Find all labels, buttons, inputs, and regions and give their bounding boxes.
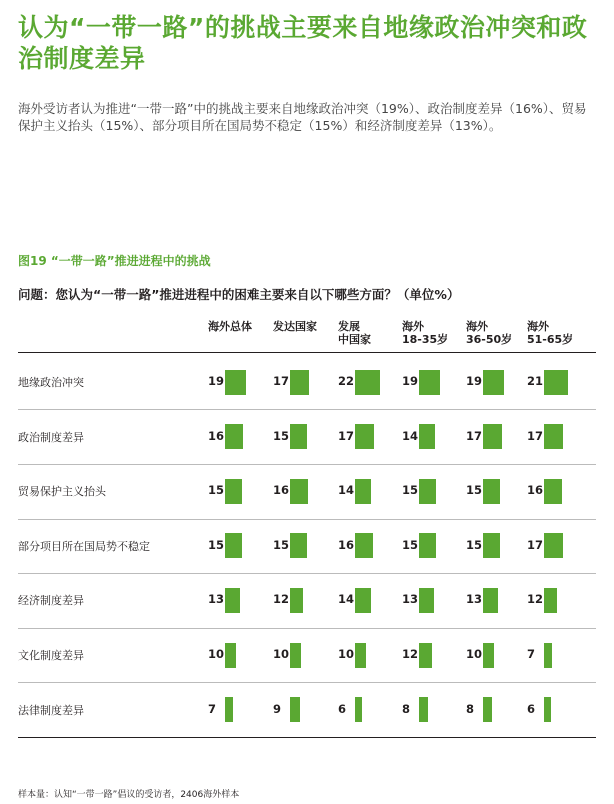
- row-divider: [18, 519, 596, 520]
- page-title: 认为“一带一路”的挑战主要来自地缘政治冲突和政治制度差异: [18, 13, 588, 73]
- data-label: 6: [527, 701, 536, 716]
- bar: [544, 533, 563, 558]
- row-label: 部分项目所在国局势不稳定: [18, 539, 150, 553]
- bar: [290, 479, 308, 504]
- data-label: 16: [208, 428, 225, 443]
- data-label: 10: [208, 647, 225, 661]
- bar: [290, 533, 307, 558]
- column-header: 海外 51-65岁: [527, 320, 574, 346]
- data-label: 15: [402, 483, 419, 498]
- row-divider: [18, 737, 596, 738]
- bar: [225, 697, 233, 722]
- bar: [419, 697, 428, 722]
- bar: [225, 479, 242, 504]
- data-label: 14: [338, 483, 355, 498]
- row-divider: [18, 464, 596, 465]
- data-label: 7: [527, 647, 536, 661]
- bar: [483, 643, 494, 668]
- row-label: 法律制度差异: [18, 703, 84, 717]
- data-label: 16: [273, 483, 290, 498]
- bar: [483, 588, 498, 613]
- bar: [419, 643, 432, 668]
- bar: [544, 370, 568, 395]
- header-divider: [18, 352, 596, 353]
- row-divider: [18, 682, 596, 683]
- bar: [483, 533, 500, 558]
- bar: [290, 370, 309, 395]
- data-label: 9: [273, 701, 282, 716]
- bar: [355, 643, 366, 668]
- row-label: 经济制度差异: [18, 594, 84, 608]
- row-label: 政治制度差异: [18, 430, 84, 444]
- row-divider: [18, 573, 596, 574]
- data-label: 17: [466, 428, 483, 443]
- data-label: 15: [402, 537, 419, 552]
- data-label: 21: [527, 374, 544, 388]
- row-label: 文化制度差异: [18, 649, 84, 662]
- data-label: 12: [273, 592, 290, 607]
- row-divider: [18, 628, 596, 629]
- bar: [225, 370, 246, 395]
- bar: [290, 643, 301, 668]
- bar: [355, 697, 362, 722]
- bar: [290, 588, 303, 613]
- bar: [355, 424, 374, 449]
- data-label: 17: [527, 428, 544, 443]
- bar: [483, 424, 502, 449]
- data-label: 17: [273, 374, 290, 388]
- bar: [419, 533, 436, 558]
- data-label: 8: [402, 701, 411, 716]
- column-header: 发达国家: [273, 320, 317, 333]
- column-header: 海外总体: [208, 320, 252, 333]
- data-label: 6: [338, 701, 347, 716]
- data-label: 15: [273, 537, 290, 552]
- bar: [419, 370, 440, 395]
- bar: [544, 479, 562, 504]
- row-label: 地缘政治冲突: [18, 376, 84, 389]
- data-label: 16: [527, 483, 544, 498]
- data-label: 7: [208, 701, 217, 716]
- data-label: 13: [466, 592, 483, 607]
- bar: [544, 643, 552, 668]
- data-label: 19: [402, 374, 419, 388]
- bar: [225, 588, 240, 613]
- data-label: 14: [402, 428, 419, 443]
- data-label: 13: [402, 592, 419, 607]
- data-label: 15: [273, 428, 290, 443]
- data-label: 22: [338, 374, 355, 388]
- bar: [225, 643, 236, 668]
- bar: [355, 533, 373, 558]
- data-label: 12: [527, 592, 544, 607]
- data-label: 19: [208, 374, 225, 388]
- row-label: 贸易保护主义抬头: [18, 485, 106, 499]
- bar: [419, 588, 434, 613]
- data-label: 19: [466, 374, 483, 388]
- bar: [544, 588, 557, 613]
- data-label: 17: [527, 537, 544, 552]
- bar: [544, 697, 551, 722]
- data-label: 14: [338, 592, 355, 607]
- data-label: 10: [338, 647, 355, 661]
- column-header: 海外 36-50岁: [466, 320, 513, 346]
- data-label: 15: [208, 483, 225, 498]
- bar: [355, 588, 371, 613]
- data-label: 15: [466, 483, 483, 498]
- bar: [483, 370, 504, 395]
- figure-label: 图19 “一带一路”推进进程中的挑战: [18, 254, 211, 268]
- column-header: 海外 18-35岁: [402, 320, 449, 346]
- column-header: 发展 中国家: [338, 320, 371, 346]
- bar: [544, 424, 563, 449]
- bar: [225, 533, 242, 558]
- bar: [483, 479, 500, 504]
- bar: [419, 479, 436, 504]
- data-label: 13: [208, 592, 225, 607]
- bar: [355, 370, 380, 395]
- data-label: 16: [338, 537, 355, 552]
- bar: [419, 424, 435, 449]
- bar: [225, 424, 243, 449]
- data-label: 15: [466, 537, 483, 552]
- row-divider: [18, 409, 596, 410]
- data-label: 8: [466, 701, 475, 716]
- bar: [290, 697, 300, 722]
- bar: [483, 697, 492, 722]
- data-label: 17: [338, 428, 355, 443]
- data-label: 10: [273, 647, 290, 661]
- intro-paragraph: 海外受访者认为推进“一带一路”中的挑战主要来自地缘政治冲突（19%）、政治制度差异（16%）、贸易保护主义抬头（15%）、部分项目所在国局势不稳定（15%）和经济制度差异（13%）。: [18, 101, 587, 133]
- bar: [290, 424, 307, 449]
- data-label: 12: [402, 647, 419, 661]
- data-label: 15: [208, 537, 225, 552]
- bar: [355, 479, 371, 504]
- survey-question: 问题：您认为“一带一路”推进进程中的困难主要来自以下哪些方面？（单位%）: [18, 287, 460, 302]
- sample-size-note: 样本量：认知“一带一路”倡议的受访者，2406海外样本: [18, 790, 240, 800]
- data-label: 10: [466, 647, 483, 661]
